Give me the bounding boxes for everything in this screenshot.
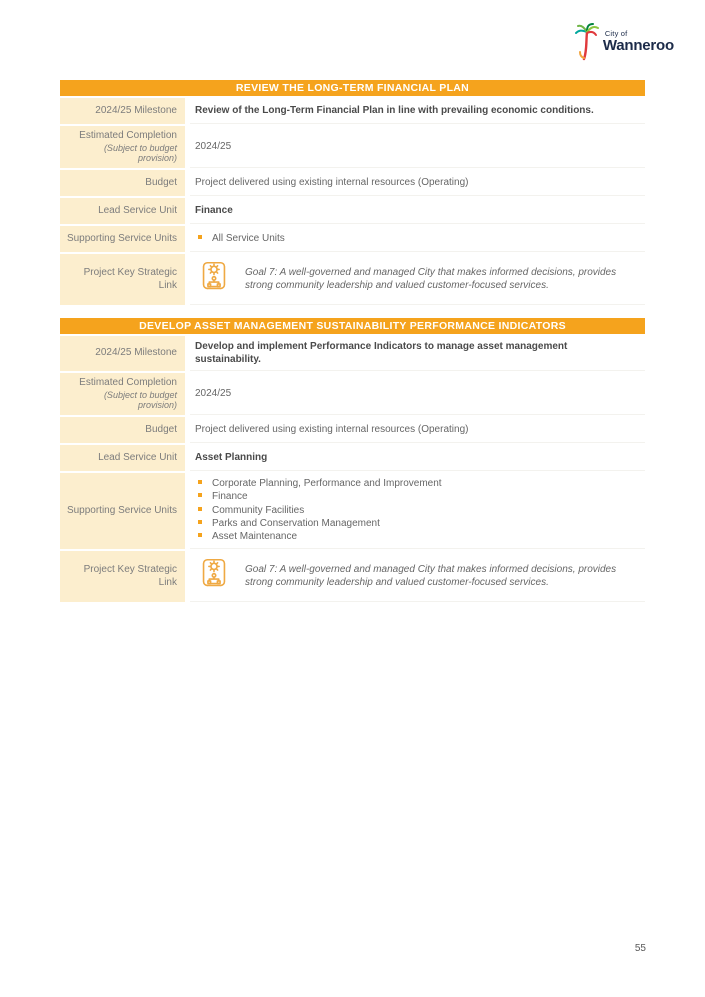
supporting-units-list [195, 232, 635, 246]
row-value-cell [190, 336, 645, 371]
row-value-cell [190, 98, 645, 124]
table-row [60, 551, 645, 602]
table-row [60, 98, 645, 124]
row-sublabel: (Subject to budget provision) [103, 389, 177, 411]
row-value-cell [190, 198, 645, 224]
row-value-text: Develop and implement Performance Indicators to manage asset management sustainability. [195, 341, 568, 366]
table-row [60, 473, 645, 549]
row-value-cell [190, 126, 645, 168]
row-label: Lead Service Unit [98, 204, 177, 216]
list-item [195, 531, 635, 543]
list-item [195, 491, 635, 503]
list-item-text: All Service Units [212, 232, 285, 244]
row-sublabel: (Subject to budget provision) [103, 142, 177, 164]
row-label-cell [60, 445, 185, 471]
row-label: Project Key Strategic Link [83, 267, 177, 291]
city-of-wanneroo-logo [574, 22, 674, 62]
square-bullet-icon [198, 480, 202, 484]
row-label: Estimated Completion [79, 377, 177, 389]
row-value-cell [190, 170, 645, 196]
table-row [60, 126, 645, 168]
row-value-cell [190, 226, 645, 252]
row-value-cell [190, 473, 645, 549]
table-row [60, 373, 645, 415]
strategic-link [195, 258, 635, 300]
table-row [60, 254, 645, 305]
project-tables-section [60, 80, 645, 615]
list-item [195, 505, 635, 517]
square-bullet-icon [198, 235, 202, 239]
list-item-text: Finance [212, 491, 248, 503]
row-label-cell [60, 254, 185, 305]
row-label: Lead Service Unit [98, 451, 177, 463]
list-item [195, 478, 635, 490]
table-row [60, 417, 645, 443]
row-label-cell [60, 373, 185, 415]
row-value-text: Project delivered using existing internal resources (Operating) [195, 177, 469, 189]
goal7-governance-scroll-icon [195, 258, 245, 300]
table-row [60, 170, 645, 196]
table-row [60, 336, 645, 371]
project-table [60, 318, 645, 602]
row-label: Budget [145, 423, 177, 435]
row-label-cell [60, 417, 185, 443]
table-title: DEVELOP ASSET MANAGEMENT SUSTAINABILITY PERFORMANCE INDICATORS [60, 318, 645, 334]
row-label-cell [60, 170, 185, 196]
page-number: 55 [634, 943, 646, 954]
row-value-cell [190, 445, 645, 471]
goal7-governance-scroll-icon [195, 555, 245, 597]
row-value-text: Finance [195, 205, 233, 217]
row-value-text: Project delivered using existing internal resources (Operating) [195, 424, 469, 436]
row-value-text: Asset Planning [195, 452, 268, 464]
row-label-cell [60, 98, 185, 124]
strategic-link [195, 555, 635, 597]
list-item [195, 233, 635, 245]
row-value-cell [190, 254, 645, 305]
supporting-units-list [195, 477, 635, 544]
table-row [60, 226, 645, 252]
strategic-link-text: Goal 7: A well-governed and managed City that makes informed decisions, provides strong community leadership and valued customer-focused services. [245, 266, 617, 292]
table-row [60, 445, 645, 471]
square-bullet-icon [198, 520, 202, 524]
list-item-text: Asset Maintenance [212, 530, 298, 542]
logo-city-of-text: City of [604, 29, 628, 38]
square-bullet-icon [198, 507, 202, 511]
square-bullet-icon [198, 493, 202, 497]
row-label-cell [60, 126, 185, 168]
row-label: Project Key Strategic Link [83, 564, 177, 588]
table-row [60, 198, 645, 224]
row-label: Supporting Service Units [66, 504, 177, 516]
table-title: REVIEW THE LONG-TERM FINANCIAL PLAN [60, 80, 645, 96]
row-label-cell [60, 336, 185, 371]
row-value-text: 2024/25 [195, 388, 232, 400]
list-item-text: Corporate Planning, Performance and Improvement [212, 478, 442, 490]
list-item-text: Community Facilities [212, 504, 305, 516]
row-label-cell [60, 473, 185, 549]
row-value-text: Review of the Long-Term Financial Plan in line with prevailing economic conditions. [195, 105, 594, 116]
row-label: Supporting Service Units [66, 232, 177, 244]
row-value-cell [190, 417, 645, 443]
row-label: Budget [145, 176, 177, 188]
row-value-cell [190, 373, 645, 415]
strategic-link-text: Goal 7: A well-governed and managed City that makes informed decisions, provides strong community leadership and valued customer-focused services. [245, 563, 617, 589]
square-bullet-icon [198, 533, 202, 537]
row-value-text: 2024/25 [195, 141, 232, 153]
row-label: 2024/25 Milestone [95, 347, 177, 359]
row-label-cell [60, 551, 185, 602]
row-label: 2024/25 Milestone [95, 104, 177, 116]
list-item [195, 518, 635, 530]
row-label-cell [60, 198, 185, 224]
row-label-cell [60, 226, 185, 252]
wanneroo-tree-icon [574, 22, 603, 62]
row-value-cell [190, 551, 645, 602]
project-table [60, 80, 645, 305]
list-item-text: Parks and Conservation Management [212, 517, 380, 529]
row-label: Estimated Completion [79, 130, 177, 141]
logo-wanneroo-text: Wanneroo [602, 37, 674, 54]
